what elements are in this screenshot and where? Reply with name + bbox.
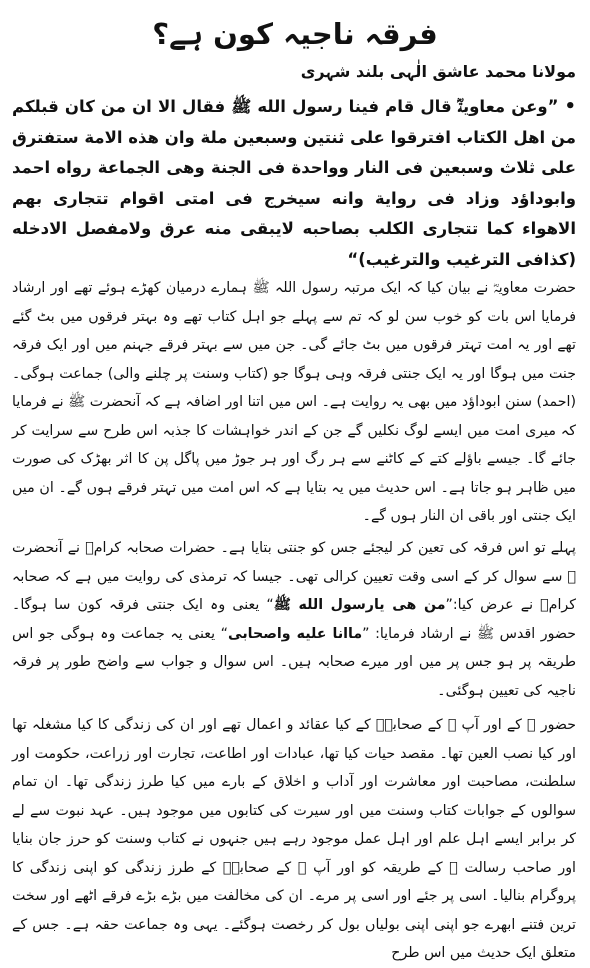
paragraph-translation: حضرت معاویہؓ نے بیان کیا کہ ایک مرتبہ رسول اللہ ﷺ ہمارے درمیان کھڑے ہوئے تھے اور ارشاد فرمایا اس بات کو خوب سن لو کہ تم سے پہلے جو اہل کتاب تھے وہ بہتر فرقوں میں بٹ گئے تھے اور یہ امت تہتر فرقوں میں بٹ جائے گی۔ جن میں سے بہتر فرقے جہنم میں اور ایک فرقہ جنت میں ہوگا اور یہ ایک جنتی فرقہ وہی ہوگا جو (کتاب وسنت پر چلنے والی) جماعت ہوگی۔ (احمد) سنن ابوداؤد میں بھی یہ روایت ہے۔ اس میں اتنا اور اضافہ ہے کہ آنحضرت ﷺ نے فرمایا کہ میری امت میں ایسے لوگ نکلیں گے جن کے اندر خواہشات کا جذبہ اس طرح سے سرایت کر جائے گا۔ جیسے باؤلے کتے کے کاٹنے سے ہر رگ اور ہر جوڑ میں پاگل پن کا اثر بھڑک کی صورت میں ظاہر ہو جاتا ہے۔ اس حدیث میں یہ بتایا ہے کہ اس امت میں تہتر فرقے ہوں گے۔ ان میں ایک جنتی اور باقی ان النار ہوں گے۔	[12, 280, 576, 525]
arabic-quote-answer: ماانا عليه واصحابى	[227, 625, 363, 642]
author-name: مولانا محمد عاشق الٰہی بلند شہری	[300, 62, 576, 81]
paragraph-sahaba-life: حضور ﷺ کے اور آپ ﷺ کے صحابہؓ کے کیا عقائد و اعمال تھے اور ان کی زندگی کا کیا مشغلہ تھا اور کیا نصب العین تھا۔ مقصد حیات کیا تھا، عبادات اور اطاعت، تجارت اور زراعت، حکومت اور سلطنت، مصاحبت اور معاشرت اور آداب و اخلاق کے بارے میں کیا طرز زندگی تھا۔ ان تمام سوالوں کے جوابات کتاب وسنت میں اور سیرت کی کتابوں میں موجود ہیں۔ عہد نبوت سے لے کر برابر ایسے اہل علم اور اہل عمل موجود رہے ہیں جنہوں نے کتاب وسنت کو حرز جان بنایا اور صاحب رسالت ﷺ کے طریقہ کو اور آپ ﷺ کے صحابہؓ کے طرز زندگی کو اپنی زندگی کا پروگرام بنالیا۔ اسی پر جئے اور اسی پر مرے۔ ان کی مخالفت میں بڑے بڑے فرقے اٹھے اور سخت ترین فتنے ابھرے جو اپنی اپنی بولیاں بول کر رخصت ہوگئے۔ یہی وہ جماعت حقہ ہے۔ جس کے متعلق ایک حدیث میں اس طرح	[12, 717, 576, 962]
arabic-hadith-text: ”وعن معاويةؓ قال قام فينا رسول الله ﷺ فقال الا ان من كان قبلكم من اهل الكتاب افترقوا على ثنتين وسبعين ملة وان هذه الامة ستفترق على ثلاث وسبعين فى النار وواحدة فى الجنة وهى الجماعة رواه احمد وابوداؤد وزاد فى رواية وانه سيخرج فى امتى اقوام تتجارى بهم الاهواء كما تتجارى الكلب بصاحبه لايبقى منه عرق ولامفصل الادخله (كذافى الترغيب والترغيب)“	[12, 97, 576, 269]
arabic-hadith	[12, 92, 576, 275]
article-title: فرقہ ناجیہ کون ہے؟	[152, 17, 438, 51]
paragraph-text: “ یعنی وہ ایک جنتی فرقہ کون سا ہوگا۔ حضور اقدس ﷺ نے ارشاد فرمایا: ”	[12, 597, 576, 642]
bullet-icon: •	[564, 96, 576, 117]
paragraph-text: “ یعنی یہ جماعت وہ ہوگی جو اس طریقہ پر ہو جس پر میں اور میرے صحابہ ہیں۔ اس سوال و جواب سے واضح طور پر فرقہ ناجیہ کی تعیین ہوگئی۔	[12, 625, 576, 699]
arabic-quote-question: من هى يارسول الله ﷺ	[273, 597, 446, 614]
paragraph-firqa-tayeen	[12, 534, 576, 705]
paragraph-text: پہلے تو اس فرقہ کی تعین کر لیجئے جس کو جنتی بتایا ہے۔ حضرات صحابہ کرامؓ نے آنحضرت ﷺ سے سوال کر کے اسی وقت تعیین کرالی تھی۔ جیسا کہ ترمذی کی روایت میں ہے کہ صحابہ کرامؓ نے عرض کیا:”	[12, 540, 576, 614]
